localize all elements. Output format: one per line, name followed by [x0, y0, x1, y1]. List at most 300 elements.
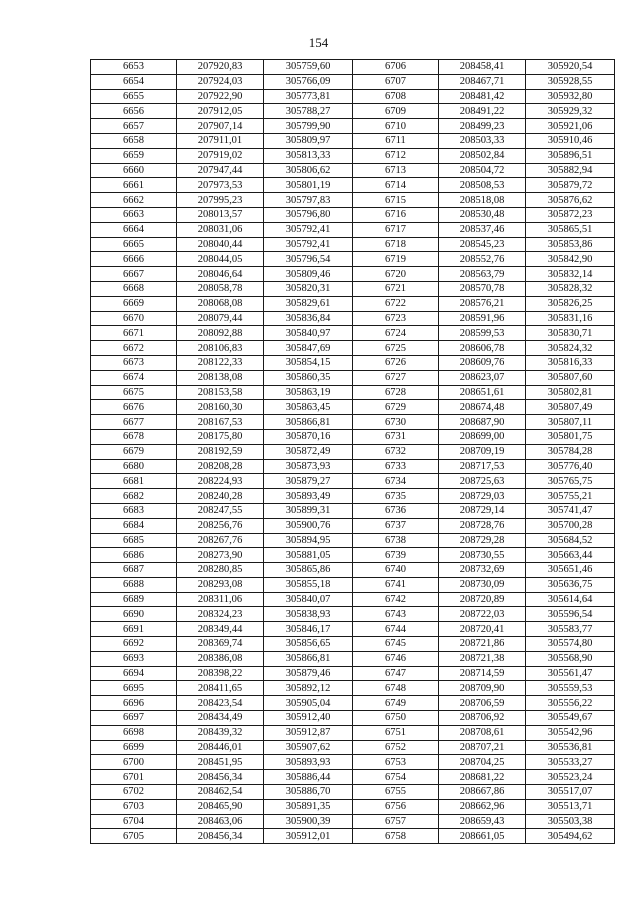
- cell-x-coordinate: 208456,34: [177, 770, 264, 785]
- cell-y-coordinate: 305886,70: [264, 785, 353, 800]
- cell-point-number: 6679: [91, 444, 177, 459]
- cell-y-coordinate: 305829,61: [264, 296, 353, 311]
- cell-point-number: 6734: [353, 474, 439, 489]
- cell-x-coordinate: 208247,55: [177, 503, 264, 518]
- cell-x-coordinate: 208446,01: [177, 740, 264, 755]
- table-row: [91, 622, 615, 637]
- cell-x-coordinate: 208175,80: [177, 429, 264, 444]
- cell-x-coordinate: 208122,33: [177, 355, 264, 370]
- cell-x-coordinate: 208591,96: [439, 311, 526, 326]
- cell-y-coordinate: 305912,87: [264, 725, 353, 740]
- cell-y-coordinate: 305813,33: [264, 148, 353, 163]
- table-row: [91, 281, 615, 296]
- table-row: [91, 814, 615, 829]
- cell-point-number: 6727: [353, 370, 439, 385]
- cell-x-coordinate: 208167,53: [177, 415, 264, 430]
- table-row: [91, 785, 615, 800]
- cell-point-number: 6748: [353, 681, 439, 696]
- table-row: [91, 666, 615, 681]
- cell-y-coordinate: 305879,72: [526, 178, 615, 193]
- cell-point-number: 6753: [353, 755, 439, 770]
- cell-y-coordinate: 305866,81: [264, 651, 353, 666]
- table-row: [91, 533, 615, 548]
- cell-x-coordinate: 208208,28: [177, 459, 264, 474]
- cell-x-coordinate: 207924,03: [177, 74, 264, 89]
- cell-point-number: 6692: [91, 637, 177, 652]
- cell-x-coordinate: 208699,00: [439, 429, 526, 444]
- cell-x-coordinate: 208058,78: [177, 281, 264, 296]
- table-row: [91, 341, 615, 356]
- cell-x-coordinate: 208730,55: [439, 548, 526, 563]
- table-row: [91, 400, 615, 415]
- cell-x-coordinate: 208481,42: [439, 89, 526, 104]
- cell-x-coordinate: 208044,05: [177, 252, 264, 267]
- cell-point-number: 6697: [91, 711, 177, 726]
- coordinates-table-body: [91, 60, 615, 844]
- table-row: [91, 799, 615, 814]
- cell-point-number: 6688: [91, 577, 177, 592]
- cell-y-coordinate: 305503,38: [526, 814, 615, 829]
- cell-point-number: 6669: [91, 296, 177, 311]
- cell-x-coordinate: 208349,44: [177, 622, 264, 637]
- cell-point-number: 6711: [353, 133, 439, 148]
- cell-y-coordinate: 305809,97: [264, 133, 353, 148]
- table-row: [91, 637, 615, 652]
- cell-y-coordinate: 305765,75: [526, 474, 615, 489]
- cell-point-number: 6696: [91, 696, 177, 711]
- cell-point-number: 6756: [353, 799, 439, 814]
- cell-x-coordinate: 208439,32: [177, 725, 264, 740]
- cell-y-coordinate: 305797,83: [264, 193, 353, 208]
- cell-y-coordinate: 305863,45: [264, 400, 353, 415]
- cell-y-coordinate: 305788,27: [264, 104, 353, 119]
- cell-y-coordinate: 305892,12: [264, 681, 353, 696]
- cell-x-coordinate: 208503,33: [439, 133, 526, 148]
- table-row: [91, 518, 615, 533]
- cell-x-coordinate: 208398,22: [177, 666, 264, 681]
- cell-x-coordinate: 208674,48: [439, 400, 526, 415]
- cell-y-coordinate: 305863,19: [264, 385, 353, 400]
- cell-point-number: 6751: [353, 725, 439, 740]
- cell-y-coordinate: 305872,23: [526, 207, 615, 222]
- cell-x-coordinate: 208456,34: [177, 829, 264, 844]
- cell-point-number: 6721: [353, 281, 439, 296]
- cell-y-coordinate: 305700,28: [526, 518, 615, 533]
- cell-y-coordinate: 305568,90: [526, 651, 615, 666]
- cell-y-coordinate: 305846,17: [264, 622, 353, 637]
- cell-point-number: 6726: [353, 355, 439, 370]
- cell-y-coordinate: 305807,49: [526, 400, 615, 415]
- cell-y-coordinate: 305840,97: [264, 326, 353, 341]
- cell-point-number: 6689: [91, 592, 177, 607]
- cell-point-number: 6717: [353, 222, 439, 237]
- table-row: [91, 711, 615, 726]
- cell-x-coordinate: 208729,14: [439, 503, 526, 518]
- cell-point-number: 6744: [353, 622, 439, 637]
- cell-x-coordinate: 208552,76: [439, 252, 526, 267]
- cell-x-coordinate: 208729,03: [439, 489, 526, 504]
- cell-x-coordinate: 208721,38: [439, 651, 526, 666]
- cell-point-number: 6729: [353, 400, 439, 415]
- cell-x-coordinate: 208324,23: [177, 607, 264, 622]
- cell-y-coordinate: 305882,94: [526, 163, 615, 178]
- cell-x-coordinate: 208659,43: [439, 814, 526, 829]
- cell-x-coordinate: 208293,08: [177, 577, 264, 592]
- cell-point-number: 6739: [353, 548, 439, 563]
- cell-y-coordinate: 305596,54: [526, 607, 615, 622]
- cell-x-coordinate: 208714,59: [439, 666, 526, 681]
- cell-point-number: 6704: [91, 814, 177, 829]
- table-row: [91, 311, 615, 326]
- cell-x-coordinate: 208467,71: [439, 74, 526, 89]
- cell-point-number: 6655: [91, 89, 177, 104]
- cell-y-coordinate: 305840,07: [264, 592, 353, 607]
- cell-y-coordinate: 305542,96: [526, 725, 615, 740]
- cell-y-coordinate: 305873,93: [264, 459, 353, 474]
- table-row: [91, 74, 615, 89]
- cell-x-coordinate: 208704,25: [439, 755, 526, 770]
- table-row: [91, 592, 615, 607]
- cell-point-number: 6675: [91, 385, 177, 400]
- cell-point-number: 6720: [353, 267, 439, 282]
- cell-y-coordinate: 305921,06: [526, 119, 615, 134]
- cell-x-coordinate: 208599,53: [439, 326, 526, 341]
- cell-y-coordinate: 305796,54: [264, 252, 353, 267]
- cell-point-number: 6723: [353, 311, 439, 326]
- cell-y-coordinate: 305876,62: [526, 193, 615, 208]
- cell-y-coordinate: 305932,80: [526, 89, 615, 104]
- cell-x-coordinate: 208458,41: [439, 60, 526, 75]
- cell-x-coordinate: 208706,92: [439, 711, 526, 726]
- cell-x-coordinate: 208508,53: [439, 178, 526, 193]
- cell-point-number: 6662: [91, 193, 177, 208]
- cell-point-number: 6754: [353, 770, 439, 785]
- cell-y-coordinate: 305796,80: [264, 207, 353, 222]
- cell-y-coordinate: 305842,90: [526, 252, 615, 267]
- cell-point-number: 6719: [353, 252, 439, 267]
- cell-point-number: 6716: [353, 207, 439, 222]
- cell-y-coordinate: 305684,52: [526, 533, 615, 548]
- cell-x-coordinate: 208720,89: [439, 592, 526, 607]
- cell-point-number: 6656: [91, 104, 177, 119]
- cell-x-coordinate: 208730,09: [439, 577, 526, 592]
- cell-x-coordinate: 208463,06: [177, 814, 264, 829]
- table-row: [91, 148, 615, 163]
- cell-x-coordinate: 208709,19: [439, 444, 526, 459]
- cell-point-number: 6732: [353, 444, 439, 459]
- cell-point-number: 6733: [353, 459, 439, 474]
- cell-point-number: 6731: [353, 429, 439, 444]
- cell-point-number: 6668: [91, 281, 177, 296]
- table-row: [91, 252, 615, 267]
- cell-x-coordinate: 208079,44: [177, 311, 264, 326]
- cell-point-number: 6710: [353, 119, 439, 134]
- cell-x-coordinate: 207922,90: [177, 89, 264, 104]
- cell-point-number: 6657: [91, 119, 177, 134]
- cell-x-coordinate: 207911,01: [177, 133, 264, 148]
- cell-y-coordinate: 305651,46: [526, 563, 615, 578]
- table-row: [91, 548, 615, 563]
- cell-x-coordinate: 208563,79: [439, 267, 526, 282]
- cell-y-coordinate: 305820,31: [264, 281, 353, 296]
- cell-y-coordinate: 305561,47: [526, 666, 615, 681]
- cell-x-coordinate: 208224,93: [177, 474, 264, 489]
- cell-x-coordinate: 208465,90: [177, 799, 264, 814]
- cell-point-number: 6713: [353, 163, 439, 178]
- table-row: [91, 133, 615, 148]
- cell-point-number: 6695: [91, 681, 177, 696]
- table-row: [91, 370, 615, 385]
- cell-y-coordinate: 305896,51: [526, 148, 615, 163]
- table-row: [91, 577, 615, 592]
- table-row: [91, 725, 615, 740]
- cell-x-coordinate: 208013,57: [177, 207, 264, 222]
- cell-y-coordinate: 305907,62: [264, 740, 353, 755]
- cell-x-coordinate: 208040,44: [177, 237, 264, 252]
- cell-x-coordinate: 208386,08: [177, 651, 264, 666]
- cell-y-coordinate: 305860,35: [264, 370, 353, 385]
- cell-y-coordinate: 305773,81: [264, 89, 353, 104]
- cell-point-number: 6690: [91, 607, 177, 622]
- cell-x-coordinate: 208092,88: [177, 326, 264, 341]
- table-row: [91, 770, 615, 785]
- table-row: [91, 429, 615, 444]
- cell-y-coordinate: 305807,11: [526, 415, 615, 430]
- cell-x-coordinate: 208502,84: [439, 148, 526, 163]
- cell-y-coordinate: 305807,60: [526, 370, 615, 385]
- cell-y-coordinate: 305856,65: [264, 637, 353, 652]
- cell-point-number: 6701: [91, 770, 177, 785]
- table-row: [91, 696, 615, 711]
- table-row: [91, 503, 615, 518]
- cell-point-number: 6680: [91, 459, 177, 474]
- table-row: [91, 178, 615, 193]
- cell-point-number: 6728: [353, 385, 439, 400]
- cell-y-coordinate: 305853,86: [526, 237, 615, 252]
- cell-point-number: 6735: [353, 489, 439, 504]
- cell-x-coordinate: 208623,07: [439, 370, 526, 385]
- cell-x-coordinate: 208499,23: [439, 119, 526, 134]
- cell-y-coordinate: 305831,16: [526, 311, 615, 326]
- cell-point-number: 6738: [353, 533, 439, 548]
- table-row: [91, 326, 615, 341]
- cell-point-number: 6681: [91, 474, 177, 489]
- cell-point-number: 6705: [91, 829, 177, 844]
- cell-x-coordinate: 208462,54: [177, 785, 264, 800]
- cell-x-coordinate: 208530,48: [439, 207, 526, 222]
- cell-x-coordinate: 207907,14: [177, 119, 264, 134]
- cell-y-coordinate: 305832,14: [526, 267, 615, 282]
- cell-y-coordinate: 305523,24: [526, 770, 615, 785]
- cell-point-number: 6741: [353, 577, 439, 592]
- cell-point-number: 6684: [91, 518, 177, 533]
- cell-point-number: 6746: [353, 651, 439, 666]
- cell-x-coordinate: 208106,83: [177, 341, 264, 356]
- table-row: [91, 193, 615, 208]
- page-number: 154: [308, 35, 329, 50]
- cell-x-coordinate: 208662,96: [439, 799, 526, 814]
- cell-y-coordinate: 305865,51: [526, 222, 615, 237]
- cell-y-coordinate: 305854,15: [264, 355, 353, 370]
- cell-x-coordinate: 208256,76: [177, 518, 264, 533]
- cell-x-coordinate: 208708,61: [439, 725, 526, 740]
- cell-x-coordinate: 208725,63: [439, 474, 526, 489]
- cell-y-coordinate: 305838,93: [264, 607, 353, 622]
- table-row: [91, 60, 615, 75]
- cell-x-coordinate: 208651,61: [439, 385, 526, 400]
- cell-y-coordinate: 305828,32: [526, 281, 615, 296]
- cell-y-coordinate: 305614,64: [526, 592, 615, 607]
- cell-y-coordinate: 305928,55: [526, 74, 615, 89]
- cell-point-number: 6698: [91, 725, 177, 740]
- cell-y-coordinate: 305636,75: [526, 577, 615, 592]
- cell-y-coordinate: 305929,32: [526, 104, 615, 119]
- cell-x-coordinate: 208661,05: [439, 829, 526, 844]
- cell-point-number: 6685: [91, 533, 177, 548]
- cell-y-coordinate: 305847,69: [264, 341, 353, 356]
- cell-y-coordinate: 305816,33: [526, 355, 615, 370]
- cell-point-number: 6686: [91, 548, 177, 563]
- cell-y-coordinate: 305809,46: [264, 267, 353, 282]
- cell-point-number: 6755: [353, 785, 439, 800]
- cell-y-coordinate: 305824,32: [526, 341, 615, 356]
- cell-point-number: 6674: [91, 370, 177, 385]
- cell-y-coordinate: 305836,84: [264, 311, 353, 326]
- cell-point-number: 6687: [91, 563, 177, 578]
- cell-y-coordinate: 305549,67: [526, 711, 615, 726]
- cell-point-number: 6694: [91, 666, 177, 681]
- cell-x-coordinate: 208681,22: [439, 770, 526, 785]
- cell-x-coordinate: 207947,44: [177, 163, 264, 178]
- cell-point-number: 6709: [353, 104, 439, 119]
- cell-x-coordinate: 207919,02: [177, 148, 264, 163]
- cell-point-number: 6702: [91, 785, 177, 800]
- cell-x-coordinate: 208606,78: [439, 341, 526, 356]
- cell-y-coordinate: 305912,01: [264, 829, 353, 844]
- table-row: [91, 104, 615, 119]
- cell-point-number: 6661: [91, 178, 177, 193]
- cell-point-number: 6691: [91, 622, 177, 637]
- table-row: [91, 267, 615, 282]
- cell-x-coordinate: 208717,53: [439, 459, 526, 474]
- table-row: [91, 459, 615, 474]
- cell-point-number: 6670: [91, 311, 177, 326]
- table-row: [91, 207, 615, 222]
- cell-point-number: 6677: [91, 415, 177, 430]
- cell-x-coordinate: 208709,90: [439, 681, 526, 696]
- cell-point-number: 6672: [91, 341, 177, 356]
- cell-x-coordinate: 208031,06: [177, 222, 264, 237]
- cell-point-number: 6737: [353, 518, 439, 533]
- cell-point-number: 6745: [353, 637, 439, 652]
- cell-y-coordinate: 305802,81: [526, 385, 615, 400]
- cell-y-coordinate: 305891,35: [264, 799, 353, 814]
- table-row: [91, 681, 615, 696]
- cell-y-coordinate: 305826,25: [526, 296, 615, 311]
- table-row: [91, 444, 615, 459]
- cell-y-coordinate: 305855,18: [264, 577, 353, 592]
- cell-y-coordinate: 305801,75: [526, 429, 615, 444]
- cell-y-coordinate: 305893,93: [264, 755, 353, 770]
- cell-point-number: 6752: [353, 740, 439, 755]
- cell-y-coordinate: 305920,54: [526, 60, 615, 75]
- cell-point-number: 6747: [353, 666, 439, 681]
- cell-x-coordinate: 208267,76: [177, 533, 264, 548]
- cell-point-number: 6703: [91, 799, 177, 814]
- cell-y-coordinate: 305881,05: [264, 548, 353, 563]
- cell-point-number: 6682: [91, 489, 177, 504]
- cell-point-number: 6671: [91, 326, 177, 341]
- cell-x-coordinate: 207995,23: [177, 193, 264, 208]
- cell-y-coordinate: 305792,41: [264, 237, 353, 252]
- cell-point-number: 6706: [353, 60, 439, 75]
- table-row: [91, 222, 615, 237]
- table-row: [91, 829, 615, 844]
- cell-point-number: 6740: [353, 563, 439, 578]
- table-row: [91, 296, 615, 311]
- table-row: [91, 489, 615, 504]
- cell-x-coordinate: 208240,28: [177, 489, 264, 504]
- cell-x-coordinate: 208518,08: [439, 193, 526, 208]
- cell-point-number: 6676: [91, 400, 177, 415]
- cell-point-number: 6659: [91, 148, 177, 163]
- cell-point-number: 6712: [353, 148, 439, 163]
- cell-x-coordinate: 208722,03: [439, 607, 526, 622]
- cell-y-coordinate: 305513,71: [526, 799, 615, 814]
- cell-x-coordinate: 208311,06: [177, 592, 264, 607]
- cell-x-coordinate: 208451,95: [177, 755, 264, 770]
- cell-y-coordinate: 305759,60: [264, 60, 353, 75]
- cell-y-coordinate: 305900,39: [264, 814, 353, 829]
- cell-y-coordinate: 305806,62: [264, 163, 353, 178]
- cell-point-number: 6714: [353, 178, 439, 193]
- cell-y-coordinate: 305894,95: [264, 533, 353, 548]
- cell-point-number: 6724: [353, 326, 439, 341]
- cell-y-coordinate: 305556,22: [526, 696, 615, 711]
- table-row: [91, 163, 615, 178]
- cell-y-coordinate: 305879,27: [264, 474, 353, 489]
- cell-x-coordinate: 208491,22: [439, 104, 526, 119]
- cell-x-coordinate: 208153,58: [177, 385, 264, 400]
- table-row: [91, 563, 615, 578]
- cell-x-coordinate: 208160,30: [177, 400, 264, 415]
- cell-y-coordinate: 305865,86: [264, 563, 353, 578]
- cell-y-coordinate: 305559,53: [526, 681, 615, 696]
- cell-y-coordinate: 305899,31: [264, 503, 353, 518]
- cell-x-coordinate: 207973,53: [177, 178, 264, 193]
- cell-y-coordinate: 305583,77: [526, 622, 615, 637]
- cell-x-coordinate: 208369,74: [177, 637, 264, 652]
- cell-point-number: 6664: [91, 222, 177, 237]
- cell-x-coordinate: 208570,78: [439, 281, 526, 296]
- cell-point-number: 6757: [353, 814, 439, 829]
- table-row: [91, 607, 615, 622]
- cell-y-coordinate: 305893,49: [264, 489, 353, 504]
- cell-point-number: 6678: [91, 429, 177, 444]
- table-row: [91, 385, 615, 400]
- cell-x-coordinate: 208423,54: [177, 696, 264, 711]
- cell-point-number: 6722: [353, 296, 439, 311]
- cell-x-coordinate: 207920,83: [177, 60, 264, 75]
- cell-y-coordinate: 305870,16: [264, 429, 353, 444]
- cell-y-coordinate: 305533,27: [526, 755, 615, 770]
- cell-point-number: 6750: [353, 711, 439, 726]
- table-row: [91, 119, 615, 134]
- cell-point-number: 6758: [353, 829, 439, 844]
- cell-y-coordinate: 305574,80: [526, 637, 615, 652]
- cell-x-coordinate: 208046,64: [177, 267, 264, 282]
- cell-y-coordinate: 305886,44: [264, 770, 353, 785]
